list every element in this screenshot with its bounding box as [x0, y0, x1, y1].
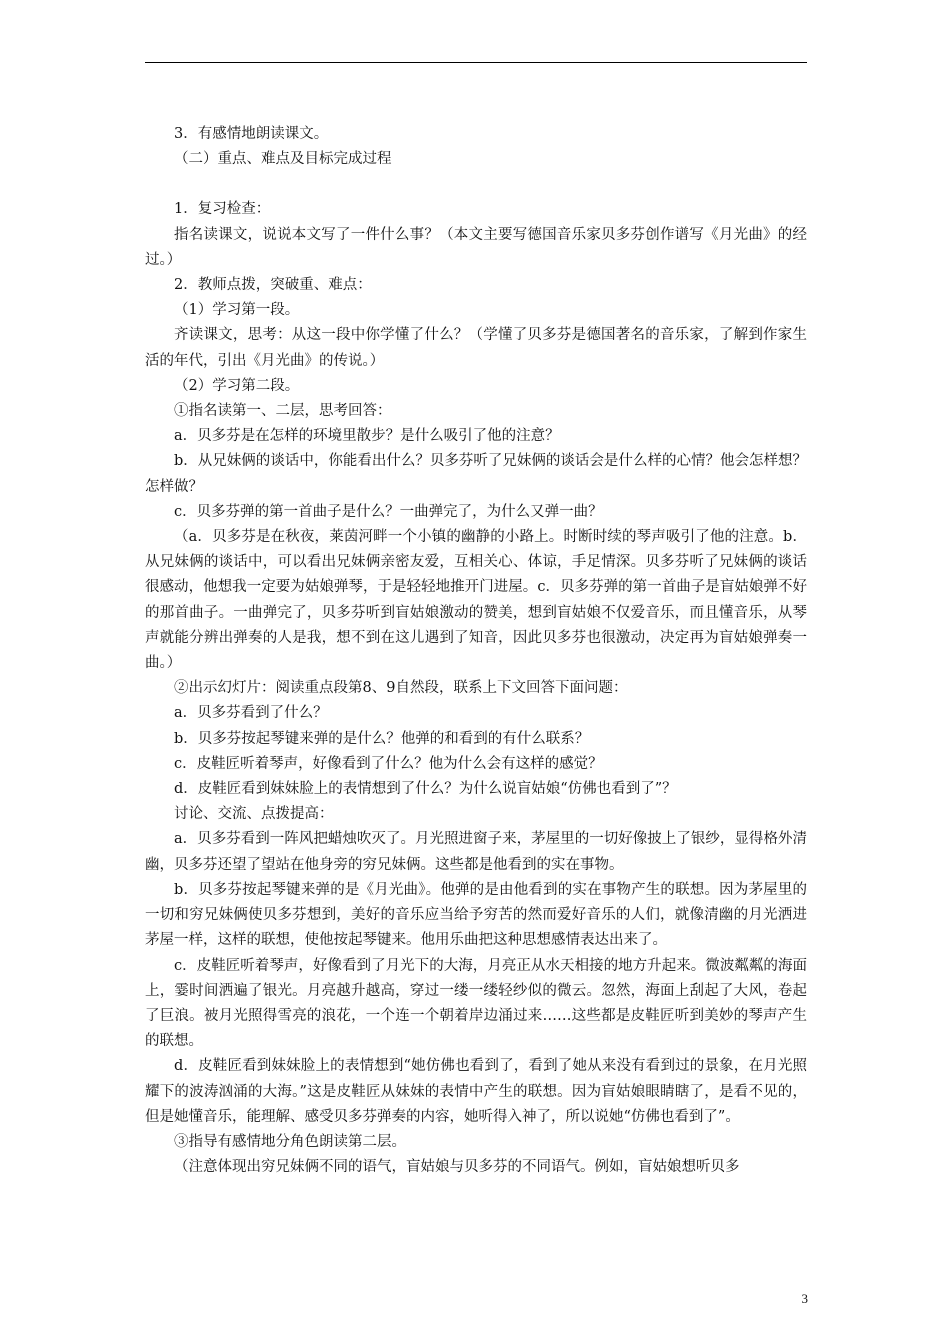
paragraph: （a．贝多芬是在秋夜，莱茵河畔一个小镇的幽静的小路上。时断时续的琴声吸引了他的注意。b．从兄妹俩的谈话中，可以看出兄妹俩亲密友爱，互相关心、体谅，手足情深。贝多芬听了兄妹俩的谈话很感动，他想我一定要为姑娘弹琴，于是轻轻地推开门进屋。c．贝多芬弹的第一首曲子是盲姑娘弹不好的那首曲子。一曲弹完了，贝多芬听到盲姑娘激动的赞美，想到盲姑娘不仅爱音乐，而且懂音乐，从琴声就能分辨出弹奏的人是我，想不到在这儿遇到了知音，因此贝多芬也很激动，决定再为盲姑娘弹奏一曲。）	[145, 529, 807, 672]
section-heading: （二）重点、难点及目标完成过程	[174, 151, 392, 168]
paragraph: 齐读课文，思考：从这一段中你学懂了什么？（学懂了贝多芬是德国著名的音乐家，了解到作家生活的年代，引出《月光曲》的传说。）	[145, 327, 807, 369]
paragraph: 讨论、交流、点拨提高：	[174, 806, 334, 823]
document-body	[145, 122, 807, 1180]
paragraph: （注意体现出穷兄妹俩不同的语气，盲姑娘与贝多芬的不同语气。例如，盲姑娘想听贝多	[174, 1159, 740, 1176]
paragraph: b．贝多芬按起琴键来弹的是《月光曲》。他弹的是由他看到的实在事物产生的联想。因为茅屋里的一切和穷兄妹俩使贝多芬想到，美好的音乐应当给予穷苦的然而爱好音乐的人们，就像清幽的月光洒进茅屋一样，这样的联想，使他按起琴键来。他用乐曲把这种思想感情表达出来了。	[145, 881, 807, 949]
paragraph: ②出示幻灯片：阅读重点段第8、9自然段，联系上下文回答下面问题：	[174, 680, 628, 697]
paragraph: d．皮鞋匠看到妹妹脸上的表情想到“她仿佛也看到了，看到了她从来没有看到过的景象，在月光照耀下的波涛汹涌的大海。”这是皮鞋匠从妹妹的表情中产生的联想。因为盲姑娘眼睛瞎了，是看不见的，但是她懂音乐，能理解、感受贝多芬弹奏的内容，她听得入神了，所以说她“仿佛也看到了”。	[145, 1058, 807, 1125]
paragraph: b．从兄妹俩的谈话中，你能看出什么？贝多芬听了兄妹俩的谈话会是什么样的心情？他会怎样想？怎样做？	[145, 453, 807, 495]
paragraph: a．贝多芬看到了什么？	[174, 705, 328, 722]
paragraph: ①指名读第一、二层，思考回答：	[174, 403, 392, 420]
paragraph: 2．教师点拨，突破重、难点：	[174, 277, 372, 294]
paragraph: 1．复习检查：	[174, 201, 271, 218]
paragraph: （2）学习第二段。	[174, 377, 300, 394]
paragraph: 指名读课文，说说本文写了一件什么事？（本文主要写德国音乐家贝多芬创作谱写《月光曲》的经过。）	[145, 226, 807, 268]
paragraph: （1）学习第一段。	[174, 302, 300, 319]
paragraph: a．贝多芬看到一阵风把蜡烛吹灭了。月光照进窗子来，茅屋里的一切好像披上了银纱，显得格外清幽，贝多芬还望了望站在他身旁的穷兄妹俩。这些都是他看到的实在事物。	[145, 831, 807, 873]
page-number: 3	[801, 1291, 808, 1306]
paragraph: a．贝多芬是在怎样的环境里散步？是什么吸引了他的注意？	[174, 428, 560, 445]
paragraph: c．皮鞋匠听着琴声，好像看到了什么？他为什么会有这样的感觉？	[174, 755, 603, 772]
paragraph: c．皮鞋匠听着琴声，好像看到了月光下的大海，月亮正从水天相接的地方升起来。微波粼粼的海面上，霎时间洒遍了银光。月亮越升越高，穿过一缕一缕轻纱似的微云。忽然，海面上刮起了大风，卷起了巨浪。被月光照得雪亮的浪花，一个连一个朝着岸边涌过来……这些都是皮鞋匠听到美妙的琴声产生的联想。	[145, 957, 807, 1050]
header-rule	[145, 62, 807, 63]
paragraph: d．皮鞋匠看到妹妹脸上的表情想到了什么？为什么说盲姑娘“仿佛也看到了”？	[174, 781, 677, 798]
paragraph: 3．有感情地朗读课文。	[174, 126, 329, 142]
spacer	[145, 172, 807, 197]
paragraph: b．贝多芬按起琴键来弹的是什么？他弹的和看到的有什么联系？	[174, 730, 590, 747]
paragraph: c．贝多芬弹的第一首曲子是什么？一曲弹完了，为什么又弹一曲？	[174, 503, 603, 520]
paragraph: ③指导有感情地分角色朗读第二层。	[174, 1133, 406, 1150]
